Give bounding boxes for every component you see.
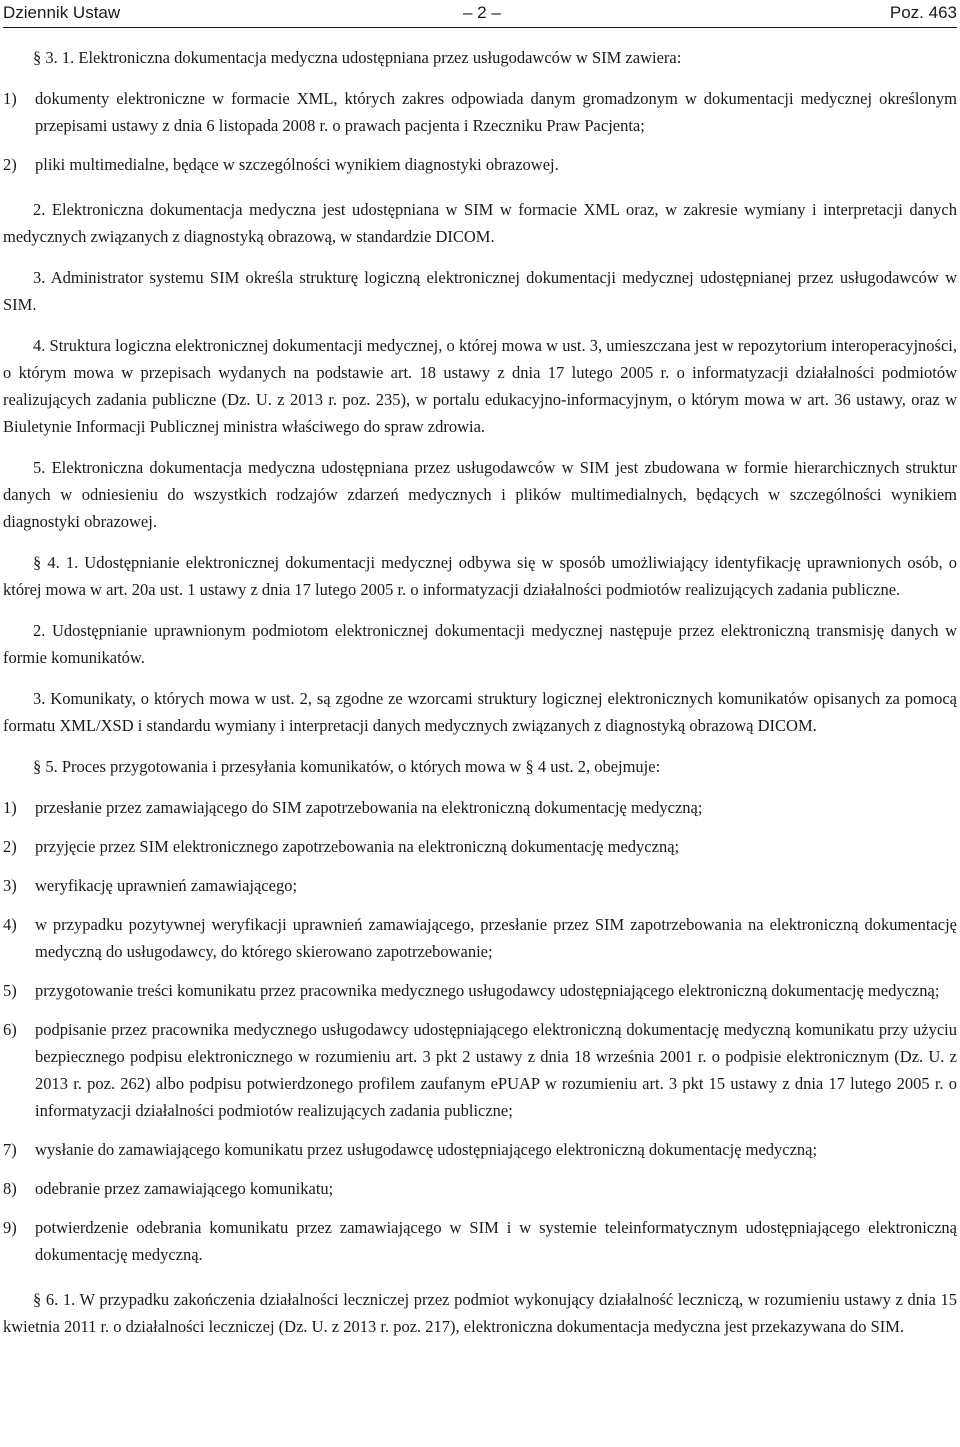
document-body [3,44,957,1354]
position-number: Poz. 463 [889,3,957,22]
page-number: – 2 – [463,3,501,22]
list-item-number: 3) [3,876,17,895]
list-item-text: wysłanie do zamawiającego komunikatu przez usługodawcę udostępniającego elektroniczną dokumentację medyczną; [35,1140,818,1159]
list-item-number: 7) [3,1140,17,1159]
paragraph-3-4: 4. Struktura logiczna elektronicznej dokumentacji medycznej, o której mowa w ust. 3, umieszczana jest w repozytorium interoperacyjności, o którym mowa w przepisach wydanych na podstawie art. 18 ustawy z dnia 17 lutego 2005 r. o informatyzacji działalności podmiotów realizujących zadania publiczne (Dz. U. z 2013 r. poz. 235), w portalu edukacyjno-informacyjnym, o którym mowa w art. 36 ustawy, oraz w Biuletynie Informacji Publicznej ministra właściwego do spraw zdrowia. [3,336,957,436]
page-header [3,0,957,30]
list-item [3,911,957,965]
list-item-text: potwierdzenie odebrania komunikatu przez zamawiającego w SIM i w systemie teleinformatycznym udostępniającego elektroniczną dokumentację medyczną. [35,1218,957,1264]
list-item-number: 2) [3,155,17,174]
list-item [3,1016,957,1124]
list-item-text: pliki multimedialne, będące w szczególności wynikiem diagnostyki obrazowej. [35,155,559,174]
list-item-number: 1) [3,89,17,108]
list-item-text: podpisanie przez pracownika medycznego usługodawcy udostępniającego elektroniczną dokumentację medyczną komunikatu przy użyciu bezpiecznego podpisu elektronicznego w rozumieniu art. 3 pkt 2 ustawy z dnia 18 września 2001 r. o podpisie elektronicznym (Dz. U. z 2013 r. poz. 262) albo podpisu potwierdzonego profilem zaufanym ePUAP w rozumieniu art. 3 pkt 15 ustawy z dnia 17 lutego 2005 r. o informatyzacji działalności podmiotów realizujących zadania publiczne; [35,1020,957,1120]
paragraph-5: § 5. Proces przygotowania i przesyłania komunikatów, o których mowa w § 4 ust. 2, obejmuje: [33,757,661,776]
list-item [3,1214,957,1268]
list-item [3,1175,957,1202]
paragraph-4-2: 2. Udostępnianie uprawnionym podmiotom elektronicznej dokumentacji medycznej następuje przez elektroniczną transmisję danych w formie komunikatów. [3,621,957,667]
list-item [3,977,957,1004]
list-item [3,85,957,139]
list-item-number: 6) [3,1020,17,1039]
list-item [3,1136,957,1163]
header-divider [3,27,957,28]
list-item-number: 2) [3,837,17,856]
list-item-text: dokumenty elektroniczne w formacie XML, których zakres odpowiada danym gromadzonym w dokumentacji medycznej określonym przepisami ustawy z dnia 6 listopada 2008 r. o prawach pacjenta i Rzeczniku Praw Pacjenta; [35,89,957,135]
list-item-text: przygotowanie treści komunikatu przez pracownika medycznego usługodawcy udostępniającego elektroniczną dokumentację medyczną; [35,981,940,1000]
list-item-number: 5) [3,981,17,1000]
list-item [3,151,957,178]
paragraph-3-1: § 3. 1. Elektroniczna dokumentacja medyczna udostępniana przez usługodawców w SIM zawiera: [33,48,682,67]
paragraph-3-3: 3. Administrator systemu SIM określa strukturę logiczną elektronicznej dokumentacji medycznej udostępnianej przez usługodawców w SIM. [3,268,957,314]
list-item-text: odebranie przez zamawiającego komunikatu; [35,1179,334,1198]
journal-title: Dziennik Ustaw [3,3,121,22]
list-item [3,794,957,821]
list-item-number: 8) [3,1179,17,1198]
paragraph-6-1: § 6. 1. W przypadku zakończenia działalności leczniczej przez podmiot wykonujący działalność leczniczą, w rozumieniu ustawy z dnia 15 kwietnia 2011 r. o działalności leczniczej (Dz. U. z 2013 r. poz. 217), elektroniczna dokumentacja medyczna jest przekazywana do SIM. [3,1290,957,1336]
list-item-text: przesłanie przez zamawiającego do SIM zapotrzebowania na elektroniczną dokumentację medyczną; [35,798,703,817]
list-item-text: przyjęcie przez SIM elektronicznego zapotrzebowania na elektroniczną dokumentację medyczną; [35,837,680,856]
list-item-number: 1) [3,798,17,817]
list-item-number: 9) [3,1218,17,1237]
paragraph-4-3: 3. Komunikaty, o których mowa w ust. 2, są zgodne ze wzorcami struktury logicznej elektronicznych komunikatów opisanych za pomocą formatu XML/XSD i standardu wymiany i interpretacji danych medycznych związanych z diagnostyką obrazową DICOM. [3,689,957,735]
list-item [3,833,957,860]
list-item-text: w przypadku pozytywnej weryfikacji uprawnień zamawiającego, przesłanie przez SIM zapotrzebowania na elektroniczną dokumentację medyczną do usługodawcy, do którego skierowano zapotrzebowanie; [35,915,957,961]
list-item-number: 4) [3,915,17,934]
list-item-text: weryfikację uprawnień zamawiającego; [35,876,298,895]
paragraph-3-5: 5. Elektroniczna dokumentacja medyczna udostępniana przez usługodawców w SIM jest zbudowana w formie hierarchicznych struktur danych w odniesieniu do wszystkich rodzajów zdarzeń medycznych i plików multimedialnych, będących w szczególności wynikiem diagnostyki obrazowej. [3,458,957,531]
list-item [3,872,957,899]
paragraph-3-2: 2. Elektroniczna dokumentacja medyczna jest udostępniana w SIM w formacie XML oraz, w zakresie wymiany i interpretacji danych medycznych związanych z diagnostyką obrazową, w standardzie DICOM. [3,200,957,246]
paragraph-4-1: § 4. 1. Udostępnianie elektronicznej dokumentacji medycznej odbywa się w sposób umożliwiający identyfikację uprawnionych osób, o której mowa w art. 20a ust. 1 ustawy z dnia 17 lutego 2005 r. o informatyzacji działalności podmiotów realizujących zadania publiczne. [3,553,957,599]
